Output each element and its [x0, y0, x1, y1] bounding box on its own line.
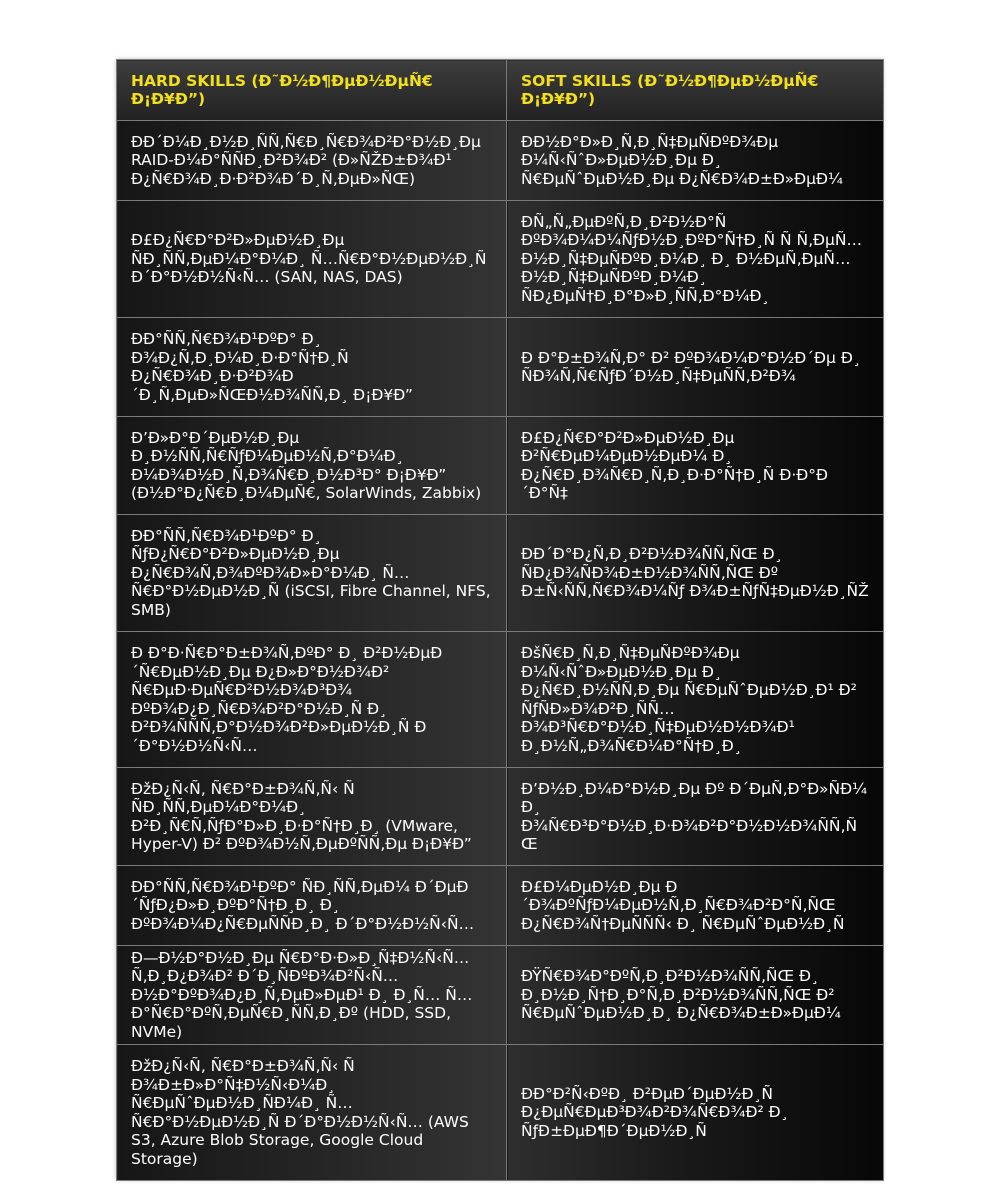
table-row	[117, 866, 884, 946]
soft-skill-cell: Ð£Ð¿Ñ€Ð°Ð²Ð»ÐµÐ½Ð¸Ðµ Ð²Ñ€ÐµÐ¼ÐµÐ½ÐµÐ¼ Ð¸ Ð¿Ñ€Ð¸Ð¾Ñ€Ð¸Ñ‚Ð¸Ð·Ð°Ñ†Ð¸Ñ Ð·Ð°Ð´Ð°Ñ‡	[507, 417, 884, 515]
hard-skill-cell: Ð£Ð¿Ñ€Ð°Ð²Ð»ÐµÐ½Ð¸Ðµ ÑÐ¸ÑÑ‚ÐµÐ¼Ð°Ð¼Ð¸ Ñ…Ñ€Ð°Ð½ÐµÐ½Ð¸Ñ Ð´Ð°Ð½Ð½Ñ‹Ñ… (SAN, NAS, DAS)	[117, 201, 507, 318]
table-row	[117, 515, 884, 632]
soft-skill-cell: ÐÐ´Ð°Ð¿Ñ‚Ð¸Ð²Ð½Ð¾ÑÑ‚ÑŒ Ð¸ ÑÐ¿Ð¾ÑÐ¾Ð±Ð½Ð¾ÑÑ‚ÑŒ Ðº Ð±Ñ‹ÑÑ‚Ñ€Ð¾Ð¼Ñƒ Ð¾Ð±ÑƒÑ‡ÐµÐ½Ð¸ÑŽ	[507, 515, 884, 632]
table-row	[117, 201, 884, 318]
table-row	[117, 946, 884, 1045]
hard-skills-header: HARD SKILLS (Ð˜Ð½Ð¶ÐµÐ½ÐµÑ€ Ð¡Ð¥Ð”)	[117, 60, 507, 121]
hard-skill-cell: ÐÐ°ÑÑ‚Ñ€Ð¾Ð¹ÐºÐ° Ð¸ Ð¾Ð¿Ñ‚Ð¸Ð¼Ð¸Ð·Ð°Ñ†Ð¸Ñ Ð¿Ñ€Ð¾Ð¸Ð·Ð²Ð¾Ð´Ð¸Ñ‚ÐµÐ»ÑŒÐ½Ð¾ÑÑ‚Ð¸ Ð¡Ð¥Ð”	[117, 318, 507, 417]
table-header-row	[117, 60, 884, 121]
soft-skill-cell: ÐÐ°Ð²Ñ‹ÐºÐ¸ Ð²ÐµÐ´ÐµÐ½Ð¸Ñ Ð¿ÐµÑ€ÐµÐ³Ð¾Ð²Ð¾Ñ€Ð¾Ð² Ð¸ ÑƒÐ±ÐµÐ¶Ð´ÐµÐ½Ð¸Ñ	[507, 1045, 884, 1181]
table-row	[117, 318, 884, 417]
soft-skill-cell: ÐšÑ€Ð¸Ñ‚Ð¸Ñ‡ÐµÑÐºÐ¾Ðµ Ð¼Ñ‹ÑˆÐ»ÐµÐ½Ð¸Ðµ Ð¸ Ð¿Ñ€Ð¸Ð½ÑÑ‚Ð¸Ðµ Ñ€ÐµÑˆÐµÐ½Ð¸Ð¹ Ð² ÑƒÑÐ»Ð¾Ð²Ð¸ÑÑ… Ð¾Ð³Ñ€Ð°Ð½Ð¸Ñ‡ÐµÐ½Ð½Ð¾Ð¹ Ð¸Ð½Ñ„Ð¾Ñ€Ð¼Ð°Ñ†Ð¸Ð¸	[507, 632, 884, 768]
table-row	[117, 1045, 884, 1181]
soft-skill-cell: Ð£Ð¼ÐµÐ½Ð¸Ðµ Ð´Ð¾ÐºÑƒÐ¼ÐµÐ½Ñ‚Ð¸Ñ€Ð¾Ð²Ð°Ñ‚ÑŒ Ð¿Ñ€Ð¾Ñ†ÐµÑÑÑ‹ Ð¸ Ñ€ÐµÑˆÐµÐ½Ð¸Ñ	[507, 866, 884, 946]
hard-skill-cell: ÐÐ°ÑÑ‚Ñ€Ð¾Ð¹ÐºÐ° Ð¸ ÑƒÐ¿Ñ€Ð°Ð²Ð»ÐµÐ½Ð¸Ðµ Ð¿Ñ€Ð¾Ñ‚Ð¾ÐºÐ¾Ð»Ð°Ð¼Ð¸ Ñ…Ñ€Ð°Ð½ÐµÐ½Ð¸Ñ (iSCSI, Fibre Channel, NFS, SMB)	[117, 515, 507, 632]
hard-skill-cell: Ð Ð°Ð·Ñ€Ð°Ð±Ð¾Ñ‚ÐºÐ° Ð¸ Ð²Ð½ÐµÐ´Ñ€ÐµÐ½Ð¸Ðµ Ð¿Ð»Ð°Ð½Ð¾Ð² Ñ€ÐµÐ·ÐµÑ€Ð²Ð½Ð¾Ð³Ð¾ ÐºÐ¾Ð¿Ð¸Ñ€Ð¾Ð²Ð°Ð½Ð¸Ñ Ð¸ Ð²Ð¾ÑÑÑ‚Ð°Ð½Ð¾Ð²Ð»ÐµÐ½Ð¸Ñ Ð´Ð°Ð½Ð½Ñ‹Ñ…	[117, 632, 507, 768]
hard-skill-cell: Ð—Ð½Ð°Ð½Ð¸Ðµ Ñ€Ð°Ð·Ð»Ð¸Ñ‡Ð½Ñ‹Ñ… Ñ‚Ð¸Ð¿Ð¾Ð² Ð´Ð¸ÑÐºÐ¾Ð²Ñ‹Ñ… Ð½Ð°ÐºÐ¾Ð¿Ð¸Ñ‚ÐµÐ»ÐµÐ¹ Ð¸ Ð¸Ñ… Ñ…Ð°Ñ€Ð°ÐºÑ‚ÐµÑ€Ð¸ÑÑ‚Ð¸Ðº (HDD, SSD, NVMe)	[117, 946, 507, 1045]
hard-skill-cell: Ð’Ð»Ð°Ð´ÐµÐ½Ð¸Ðµ Ð¸Ð½ÑÑ‚Ñ€ÑƒÐ¼ÐµÐ½Ñ‚Ð°Ð¼Ð¸ Ð¼Ð¾Ð½Ð¸Ñ‚Ð¾Ñ€Ð¸Ð½Ð³Ð° Ð¡Ð¥Ð” (Ð½Ð°Ð¿Ñ€Ð¸Ð¼ÐµÑ€, SolarWinds, Zabbix)	[117, 417, 507, 515]
soft-skill-cell: ÐÐ½Ð°Ð»Ð¸Ñ‚Ð¸Ñ‡ÐµÑÐºÐ¾Ðµ Ð¼Ñ‹ÑˆÐ»ÐµÐ½Ð¸Ðµ Ð¸ Ñ€ÐµÑˆÐµÐ½Ð¸Ðµ Ð¿Ñ€Ð¾Ð±Ð»ÐµÐ¼	[507, 121, 884, 201]
table-row	[117, 768, 884, 866]
hard-skill-cell: ÐžÐ¿Ñ‹Ñ‚ Ñ€Ð°Ð±Ð¾Ñ‚Ñ‹ Ñ Ð¾Ð±Ð»Ð°Ñ‡Ð½Ñ‹Ð¼Ð¸ Ñ€ÐµÑˆÐµÐ½Ð¸ÑÐ¼Ð¸ Ñ…Ñ€Ð°Ð½ÐµÐ½Ð¸Ñ Ð´Ð°Ð½Ð½Ñ‹Ñ… (AWS S3, Azure Blob Storage, Google Cloud Storage)	[117, 1045, 507, 1181]
table-row	[117, 121, 884, 201]
soft-skill-cell: ÐŸÑ€Ð¾Ð°ÐºÑ‚Ð¸Ð²Ð½Ð¾ÑÑ‚ÑŒ Ð¸ Ð¸Ð½Ð¸Ñ†Ð¸Ð°Ñ‚Ð¸Ð²Ð½Ð¾ÑÑ‚ÑŒ Ð² Ñ€ÐµÑˆÐµÐ½Ð¸Ð¸ Ð¿Ñ€Ð¾Ð±Ð»ÐµÐ¼	[507, 946, 884, 1045]
hard-skill-cell: ÐÐ°ÑÑ‚Ñ€Ð¾Ð¹ÐºÐ° ÑÐ¸ÑÑ‚ÐµÐ¼ Ð´ÐµÐ´ÑƒÐ¿Ð»Ð¸ÐºÐ°Ñ†Ð¸Ð¸ Ð¸ ÐºÐ¾Ð¼Ð¿Ñ€ÐµÑÑÐ¸Ð¸ Ð´Ð°Ð½Ð½Ñ‹Ñ…	[117, 866, 507, 946]
soft-skill-cell: Ð’Ð½Ð¸Ð¼Ð°Ð½Ð¸Ðµ Ðº Ð´ÐµÑ‚Ð°Ð»ÑÐ¼ Ð¸ Ð¾Ñ€Ð³Ð°Ð½Ð¸Ð·Ð¾Ð²Ð°Ð½Ð½Ð¾ÑÑ‚ÑŒ	[507, 768, 884, 866]
table-row	[117, 417, 884, 515]
soft-skills-header: SOFT SKILLS (Ð˜Ð½Ð¶ÐµÐ½ÐµÑ€ Ð¡Ð¥Ð”)	[507, 60, 884, 121]
skills-card	[116, 59, 883, 1180]
hard-skill-cell: ÐÐ´Ð¼Ð¸Ð½Ð¸ÑÑ‚Ñ€Ð¸Ñ€Ð¾Ð²Ð°Ð½Ð¸Ðµ RAID-Ð¼Ð°ÑÑÐ¸Ð²Ð¾Ð² (Ð»ÑŽÐ±Ð¾Ð¹ Ð¿Ñ€Ð¾Ð¸Ð·Ð²Ð¾Ð´Ð¸Ñ‚ÐµÐ»ÑŒ)	[117, 121, 507, 201]
hard-skill-cell: ÐžÐ¿Ñ‹Ñ‚ Ñ€Ð°Ð±Ð¾Ñ‚Ñ‹ Ñ ÑÐ¸ÑÑ‚ÐµÐ¼Ð°Ð¼Ð¸ Ð²Ð¸Ñ€Ñ‚ÑƒÐ°Ð»Ð¸Ð·Ð°Ñ†Ð¸Ð¸ (VMware, Hyper-V) Ð² ÐºÐ¾Ð½Ñ‚ÐµÐºÑÑ‚Ðµ Ð¡Ð¥Ð”	[117, 768, 507, 866]
soft-skill-cell: ÐÑ„Ñ„ÐµÐºÑ‚Ð¸Ð²Ð½Ð°Ñ ÐºÐ¾Ð¼Ð¼ÑƒÐ½Ð¸ÐºÐ°Ñ†Ð¸Ñ Ñ Ñ‚ÐµÑ…Ð½Ð¸Ñ‡ÐµÑÐºÐ¸Ð¼Ð¸ Ð¸ Ð½ÐµÑ‚ÐµÑ…Ð½Ð¸Ñ‡ÐµÑÐºÐ¸Ð¼Ð¸ ÑÐ¿ÐµÑ†Ð¸Ð°Ð»Ð¸ÑÑ‚Ð°Ð¼Ð¸	[507, 201, 884, 318]
skills-table	[116, 59, 884, 1181]
table-row	[117, 632, 884, 768]
soft-skill-cell: Ð Ð°Ð±Ð¾Ñ‚Ð° Ð² ÐºÐ¾Ð¼Ð°Ð½Ð´Ðµ Ð¸ ÑÐ¾Ñ‚Ñ€ÑƒÐ´Ð½Ð¸Ñ‡ÐµÑÑ‚Ð²Ð¾	[507, 318, 884, 417]
